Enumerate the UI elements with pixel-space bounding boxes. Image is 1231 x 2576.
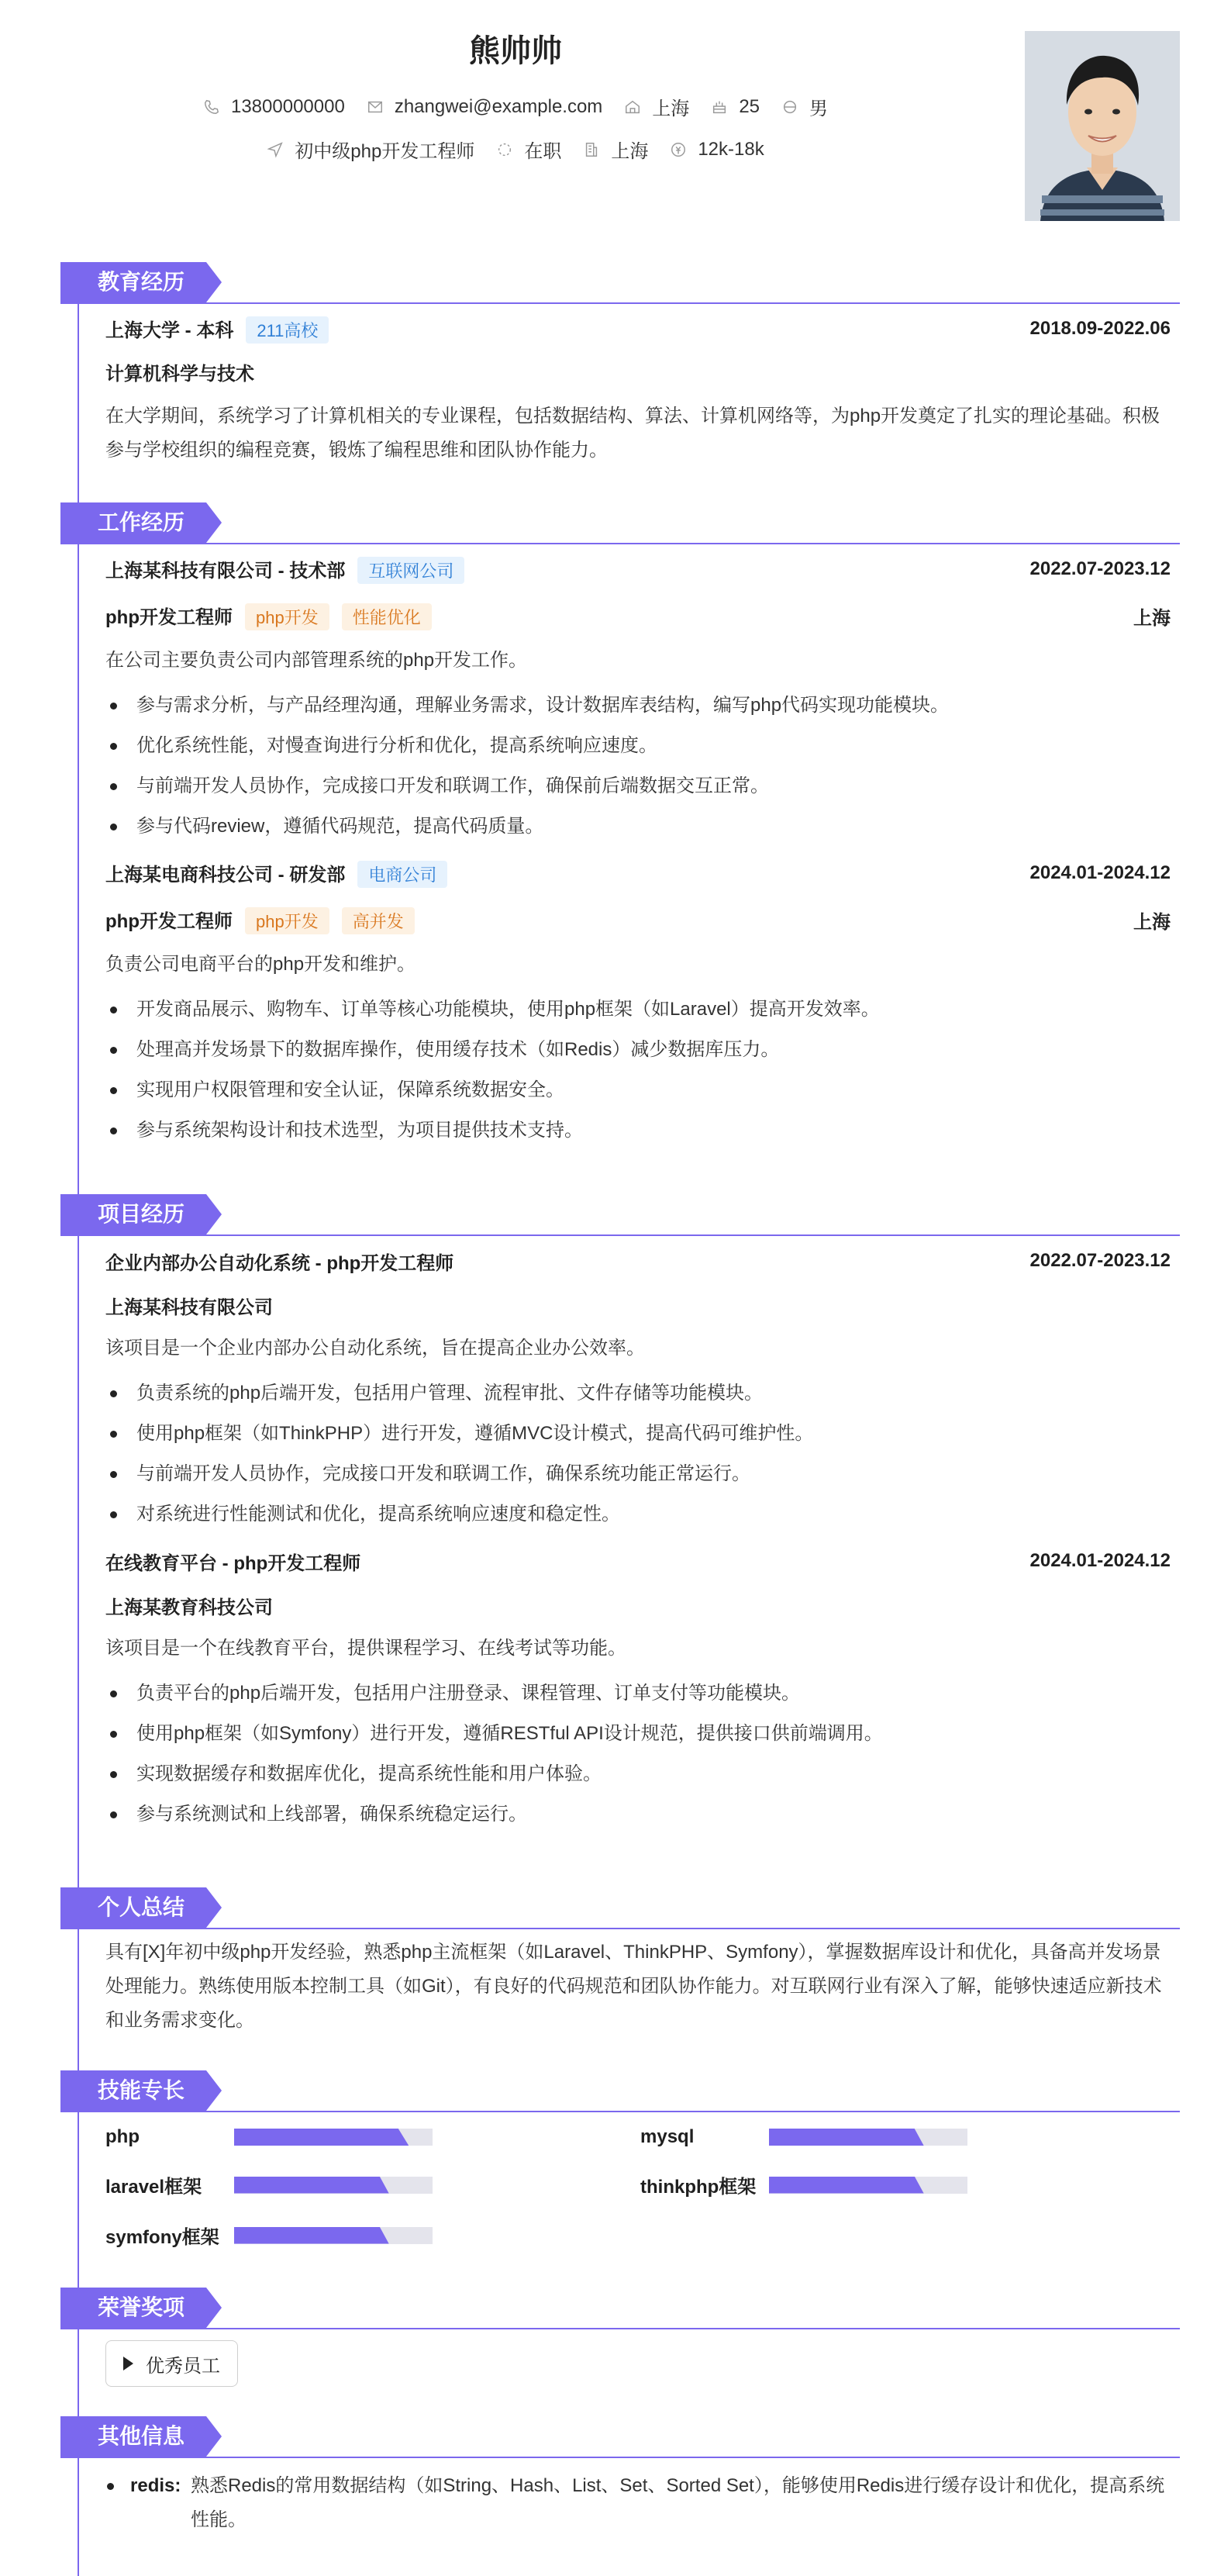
summary-text: 具有[X]年初中级php开发经验，熟悉php主流框架（如Laravel、ThinkPHP、Symfony），掌握数据库设计和优化，具备高并发场景处理能力。熟练使用版本控制工具（如Git），有良好的代码规范和团队协作能力。对互联网行业有深入了解，能够快速适应新技术和业务需求变化。 — [105, 1942, 1162, 2031]
company-tag: 电商公司 — [357, 861, 447, 888]
gender-item — [781, 93, 828, 120]
project-item — [105, 1545, 1171, 1835]
work-bullets — [105, 989, 1171, 1151]
skill-name: mysql — [640, 2126, 695, 2147]
section-header — [60, 1194, 1180, 1234]
project-org: 上海某科技有限公司 — [105, 1297, 273, 1318]
company-tag: 互联网公司 — [357, 557, 464, 584]
section-title: 教育经历 — [60, 262, 206, 302]
education-section — [60, 262, 1180, 468]
resume-header — [0, 0, 1231, 233]
work-summary: 负责公司电商平台的php开发和维护。 — [105, 954, 416, 975]
work-location: 上海 — [1133, 607, 1171, 629]
project-name: 在线教育平台 - php开发工程师 — [105, 1552, 361, 1574]
list-item: 参与系统测试和上线部署，确保系统稳定运行。 — [105, 1794, 1171, 1835]
skill-item — [105, 2126, 640, 2148]
divider — [60, 2328, 1180, 2329]
other-item — [105, 2469, 1171, 2537]
project-summary: 该项目是一个在线教育平台，提供课程学习、在线考试等功能。 — [105, 1638, 626, 1659]
section-title: 个人总结 — [60, 1887, 206, 1928]
skill-level-bar — [234, 2227, 433, 2244]
other-section — [60, 2416, 1180, 2537]
project-name: 企业内部办公自动化系统 - php开发工程师 — [105, 1252, 454, 1274]
list-item: 处理高并发场景下的数据库操作，使用缓存技术（如Redis）减少数据库压力。 — [105, 1030, 1171, 1070]
cake-icon — [711, 98, 728, 116]
list-item: 负责系统的php后端开发，包括用户管理、流程审批、文件存储等功能模块。 — [105, 1373, 1171, 1414]
skills-section — [60, 2070, 1180, 2249]
major: 计算机科学与技术 — [105, 364, 254, 385]
company-name: 上海某科技有限公司 - 技术部 — [105, 560, 346, 582]
status-item — [496, 136, 561, 163]
education-description: 在大学期间，系统学习了计算机相关的专业课程，包括数据结构、算法、计算机网络等，为php开发奠定了扎实的理论基础。积极参与学校组织的编程竞赛，锻炼了编程思维和团队协作能力。 — [105, 406, 1160, 461]
skill-level-fill — [769, 2177, 924, 2194]
project-item — [105, 1245, 1171, 1535]
list-item: 与前端开发人员协作，完成接口开发和联调工作，确保系统功能正常运行。 — [105, 1454, 1171, 1494]
work-date: 2024.01-2024.12 — [1029, 862, 1171, 883]
award-badge — [105, 2340, 238, 2387]
work-bullets — [105, 685, 1171, 847]
gender-icon — [781, 98, 798, 116]
skill-level-fill — [234, 2227, 389, 2244]
project-date: 2022.07-2023.12 — [1029, 1250, 1171, 1271]
phone-item — [203, 96, 345, 118]
gender: 男 — [809, 98, 829, 119]
summary-section — [60, 1887, 1180, 2038]
work-item — [105, 554, 1171, 847]
phone-icon — [203, 98, 220, 116]
skill-name: thinkphp框架 — [640, 2177, 757, 2198]
skill-level-fill — [234, 2129, 409, 2146]
mail-icon — [367, 98, 384, 116]
job-intent-row — [0, 136, 1031, 163]
section-title: 技能专长 — [60, 2070, 206, 2111]
list-item: 参与需求分析，与产品经理沟通，理解业务需求，设计数据库表结构，编写php代码实现功能模块。 — [105, 685, 1171, 726]
money-icon — [670, 141, 687, 158]
school-tag: 211高校 — [246, 316, 329, 344]
skill-item — [105, 2171, 640, 2198]
education-date: 2018.09-2022.06 — [1029, 318, 1171, 339]
divider — [60, 302, 1180, 304]
skill-level-fill — [769, 2129, 924, 2146]
skill-item — [640, 2171, 1175, 2198]
list-item: 参与系统架构设计和技术选型，为项目提供技术支持。 — [105, 1110, 1171, 1151]
phone-number: 13800000000 — [230, 95, 345, 117]
skill-level-bar — [769, 2129, 967, 2146]
list-item: 参与代码review，遵循代码规范，提高代码质量。 — [105, 806, 1171, 847]
section-title: 荣誉奖项 — [60, 2288, 206, 2328]
age: 25 — [739, 95, 760, 117]
divider — [60, 543, 1180, 544]
skill-tag: 性能优化 — [342, 603, 432, 630]
list-item: 负责平台的php后端开发，包括用户注册登录、课程管理、订单支付等功能模块。 — [105, 1673, 1171, 1714]
building-icon — [583, 141, 600, 158]
work-summary: 在公司主要负责公司内部管理系统的php开发工作。 — [105, 650, 528, 671]
work-item — [105, 858, 1171, 1151]
section-header — [60, 1887, 1180, 1928]
projects-section — [60, 1194, 1180, 1835]
list-item: 使用php框架（如Symfony）进行开发，遵循RESTful API设计规范，提供接口供前端调用。 — [105, 1714, 1171, 1754]
section-header — [60, 2070, 1180, 2111]
project-summary: 该项目是一个企业内部办公自动化系统，旨在提高企业办公效率。 — [105, 1338, 645, 1359]
skill-tag: php开发 — [245, 603, 329, 630]
work-status: 在职 — [524, 141, 562, 162]
section-header — [60, 502, 1180, 543]
work-city: 上海 — [611, 141, 649, 162]
skill-tag: 高并发 — [342, 907, 415, 934]
salary-item — [670, 139, 764, 161]
skill-name: symfony框架 — [105, 2227, 219, 2248]
project-date: 2024.01-2024.12 — [1029, 1550, 1171, 1571]
play-icon — [123, 2357, 133, 2371]
email-item — [367, 96, 603, 118]
other-value: 熟悉Redis的常用数据结构（如String、Hash、List、Set、Sorted Set），能够使用Redis进行缓存设计和优化，提高系统性能。 — [191, 2475, 1165, 2530]
skill-name: laravel框架 — [105, 2177, 202, 2198]
role-name: php开发工程师 — [105, 606, 233, 628]
list-item: 对系统进行性能测试和优化，提高系统响应速度和稳定性。 — [105, 1494, 1171, 1535]
list-item: 与前端开发人员协作，完成接口开发和联调工作，确保前后端数据交互正常。 — [105, 766, 1171, 806]
candidate-name: 熊帅帅 — [469, 34, 562, 68]
project-bullets — [105, 1373, 1171, 1535]
section-header — [60, 2288, 1180, 2328]
job-target-item — [267, 136, 474, 163]
skill-tag: php开发 — [245, 907, 329, 934]
work-location: 上海 — [1133, 911, 1171, 933]
city-item — [624, 93, 689, 120]
skill-level-bar — [769, 2177, 967, 2194]
list-item: 开发商品展示、购物车、订单等核心功能模块，使用php框架（如Laravel）提高开发效率。 — [105, 989, 1171, 1030]
section-header — [60, 262, 1180, 302]
list-item: 实现数据缓存和数据库优化，提高系统性能和用户体验。 — [105, 1754, 1171, 1794]
work-section — [60, 502, 1180, 1151]
project-org: 上海某教育科技公司 — [105, 1597, 273, 1618]
skill-item — [105, 2222, 640, 2249]
profile-photo — [1025, 31, 1180, 221]
salary: 12k-18k — [698, 138, 764, 160]
school-name: 上海大学 - 本科 — [105, 319, 234, 341]
skill-name: php — [105, 2126, 140, 2147]
section-header — [60, 2416, 1180, 2457]
job-target: 初中级php开发工程师 — [295, 141, 475, 162]
age-item — [711, 96, 760, 118]
section-title: 工作经历 — [60, 502, 206, 543]
skill-level-fill — [234, 2177, 389, 2194]
divider — [60, 1928, 1180, 1929]
divider — [60, 1234, 1180, 1236]
project-bullets — [105, 1673, 1171, 1835]
home-icon — [624, 98, 641, 116]
role-name: php开发工程师 — [105, 910, 233, 932]
loading-icon — [496, 141, 513, 158]
skills-grid — [105, 2126, 1171, 2249]
list-item: 优化系统性能，对慢查询进行分析和优化，提高系统响应速度。 — [105, 726, 1171, 766]
divider — [60, 2111, 1180, 2112]
awards-section — [60, 2288, 1180, 2387]
company-name: 上海某电商科技公司 - 研发部 — [105, 864, 346, 886]
list-item: 实现用户权限管理和安全认证，保障系统数据安全。 — [105, 1070, 1171, 1110]
contact-row — [0, 93, 1031, 120]
send-icon — [267, 141, 284, 158]
section-title: 其他信息 — [60, 2416, 206, 2457]
award-label: 优秀员工 — [146, 2355, 220, 2377]
divider — [60, 2457, 1180, 2458]
email-address: zhangwei@example.com — [394, 95, 603, 117]
other-key: redis: — [130, 2475, 181, 2496]
skill-level-bar — [234, 2177, 433, 2194]
work-city-item — [583, 136, 648, 163]
school-line — [105, 315, 329, 344]
avatar — [1025, 31, 1180, 221]
list-item: 使用php框架（如ThinkPHP）进行开发，遵循MVC设计模式，提高代码可维护性。 — [105, 1414, 1171, 1454]
city: 上海 — [652, 98, 690, 119]
skill-item — [640, 2126, 1175, 2148]
skill-level-bar — [234, 2129, 433, 2146]
work-date: 2022.07-2023.12 — [1029, 558, 1171, 579]
section-title: 项目经历 — [60, 1194, 206, 1234]
